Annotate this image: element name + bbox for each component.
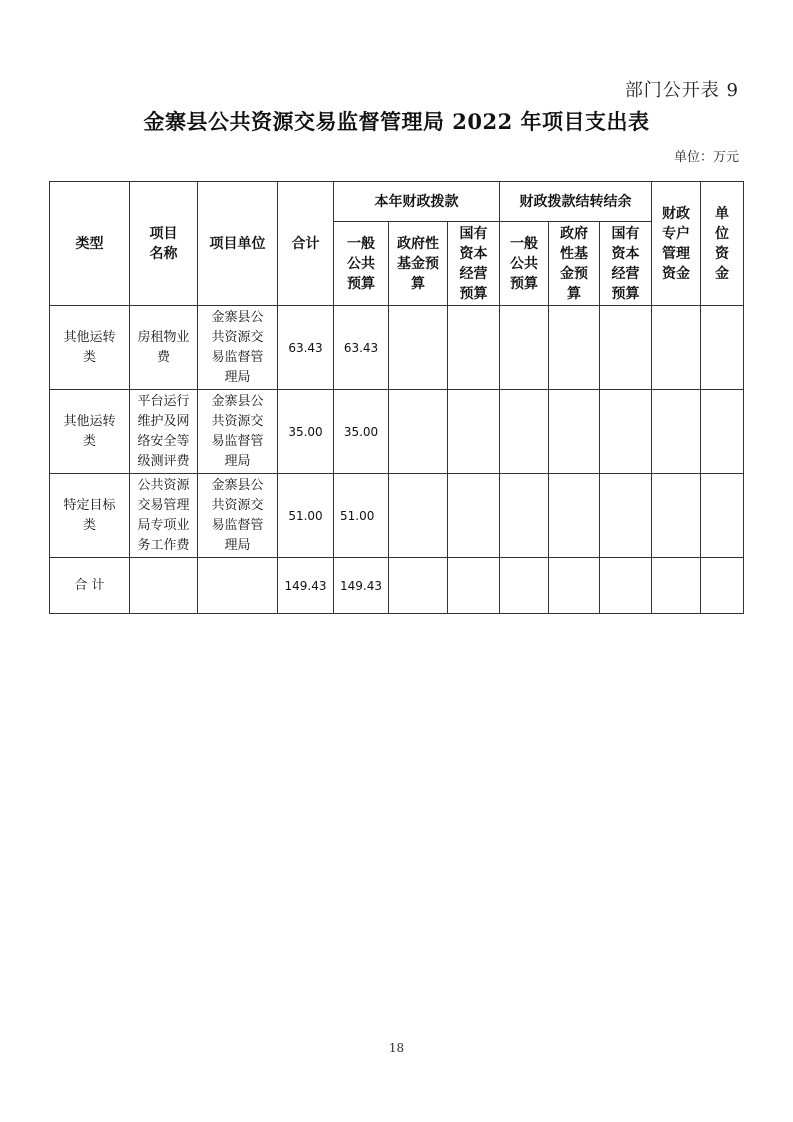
row-name: 平台运行维护及网络安全等级测评费	[130, 390, 198, 474]
total-value: 149.43	[278, 558, 334, 614]
header-name: 项目名称	[130, 182, 198, 306]
table-row	[50, 474, 744, 558]
total-label: 合 计	[50, 558, 130, 614]
row-type: 特定目标类	[50, 474, 130, 558]
row-general-public: 63.43	[334, 306, 389, 390]
row-unit: 金寨县公共资源交易监督管理局	[198, 306, 278, 390]
header-group-current: 本年财政拨款	[334, 182, 500, 222]
header-state-capital: 国有资本经营预算	[448, 222, 500, 306]
unit-label: 单位：万元	[673, 150, 739, 165]
header-gov-fund: 政府性基金预算	[389, 222, 448, 306]
row-total: 51.00	[278, 474, 334, 558]
header-unit-funds: 单位资金	[701, 182, 744, 306]
row-total: 35.00	[278, 390, 334, 474]
row-unit: 金寨县公共资源交易监督管理局	[198, 390, 278, 474]
row-name: 房租物业费	[130, 306, 198, 390]
header-general-public: 一般公共预算	[334, 222, 389, 306]
header-special-account: 财政专户管理资金	[652, 182, 701, 306]
project-expenditure-table	[49, 181, 744, 614]
header-total: 合计	[278, 182, 334, 306]
row-general-public: 35.00	[334, 390, 389, 474]
header-cy-state-capital: 国有资本经营预算	[600, 222, 652, 306]
total-general-public: 149.43	[334, 558, 389, 614]
header-unit: 项目单位	[198, 182, 278, 306]
row-name: 公共资源交易管理局专项业务工作费	[130, 474, 198, 558]
row-total: 63.43	[278, 306, 334, 390]
row-type: 其他运转类	[50, 390, 130, 474]
row-type: 其他运转类	[50, 306, 130, 390]
total-row	[50, 558, 744, 614]
header-cy-general-public: 一般公共预算	[500, 222, 549, 306]
header-group-carryover: 财政拨款结转结余	[500, 182, 652, 222]
table-row	[50, 306, 744, 390]
table-row	[50, 390, 744, 474]
document-code: 部门公开表 9	[624, 80, 739, 101]
row-general-public: 51.00	[334, 474, 389, 558]
row-unit: 金寨县公共资源交易监督管理局	[198, 474, 278, 558]
page-number: 18	[388, 1041, 405, 1055]
page-title: 金寨县公共资源交易监督管理局 2022 年项目支出表	[143, 109, 650, 134]
header-type: 类型	[50, 182, 130, 306]
header-cy-gov-fund: 政府性基金预算	[549, 222, 600, 306]
